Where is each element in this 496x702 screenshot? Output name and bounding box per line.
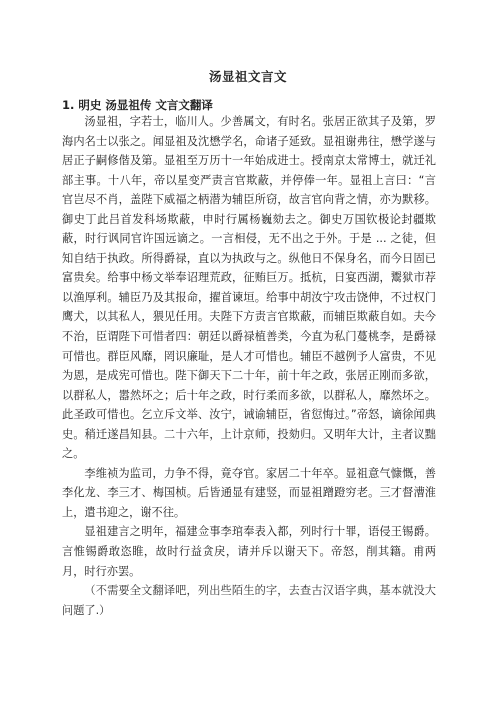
- paragraph: 显祖建言之明年，福建佥事李琯奉表入都，列时行十罪，语侵王锡爵。言惟锡爵敢恣睢，故时行益贪戾，请并斥以谢天下。帝怒，削其籍。甫两月，时行亦罢。: [62, 525, 436, 578]
- section-heading: 1. 明史 汤显祖传 文言文翻译: [62, 98, 213, 112]
- paragraph-note: （不需要全文翻译吧，列出些陌生的字，去查古汉语字典，基本就没大问题了.）: [62, 584, 436, 617]
- paragraph: 汤显祖，字若士，临川人。少善属文，有时名。张居正欲其子及第，罗海内名士以张之。闻显祖及沈懋学名，命诸子延致。显祖谢弗往，懋学遂与居正子嗣修偕及第。显祖至万历十一年始成进士。授南京太常博士，就迁礼部主事。十八年，帝以星变严责言官欺蔽，并停俸一年。显祖上言曰：“言官岂尽不肖，盖陛下威福之柄潜为辅臣所窃，故言官向背之情，亦为默移。御史丁此吕首发科场欺蔽，申时行属杨巍劾去之。御史万国钦极论封疆欺蔽，时行讽同官许国远谪之。一言相侵，无不出之于外。于是 ... 之徒，但知自结于执政。所得爵禄，直以为执政与之。纵他日不保身名，而今日固已富贵矣。给事中杨文举奉诏理荒政，征贿巨万。抵杭，日宴西湖，鬻狱市荐以渔厚利。辅臣乃及其报命，擢首谏垣。给事中胡汝宁攻击饶伸，不过权门鹰犬，以其私人，猥见任用。夫陛下方责言官欺蔽，而辅臣欺蔽自如。夫今不治，臣谓陛下可惜者四：朝廷以爵禄植善类，今直为私门蔓桃李，是爵禄可惜也。群臣风靡，罔识廉耻，是人才可惜也。辅臣不越例予人富贵，不见为恩，是成宪可惜也。陛下御天下二十年，前十年之政，张居正刚而多欲，以群私人，嚣然坏之；后十年之政，时行柔而多欲，以群私人，靡然坏之。此圣政可惜也。乞立斥文举、汝宁，诫谕辅臣，省愆悔过。”帝怒，谪徐闻典史。稍迁遂昌知县。二十六年，上计京师，投劾归。又明年大计，主者议黜之。: [62, 115, 436, 461]
- document-body: [62, 112, 436, 620]
- paragraph: 李维祯为监司，力争不得，竟夺官。家居二十年卒。显祖意气慷慨，善李化龙、李三才、梅国桢。后皆通显有建竖，而显祖蹭蹬穷老。三才督漕淮上，遣书迎之，谢不往。: [62, 466, 436, 519]
- document-title: 汤显祖文言文: [208, 69, 287, 84]
